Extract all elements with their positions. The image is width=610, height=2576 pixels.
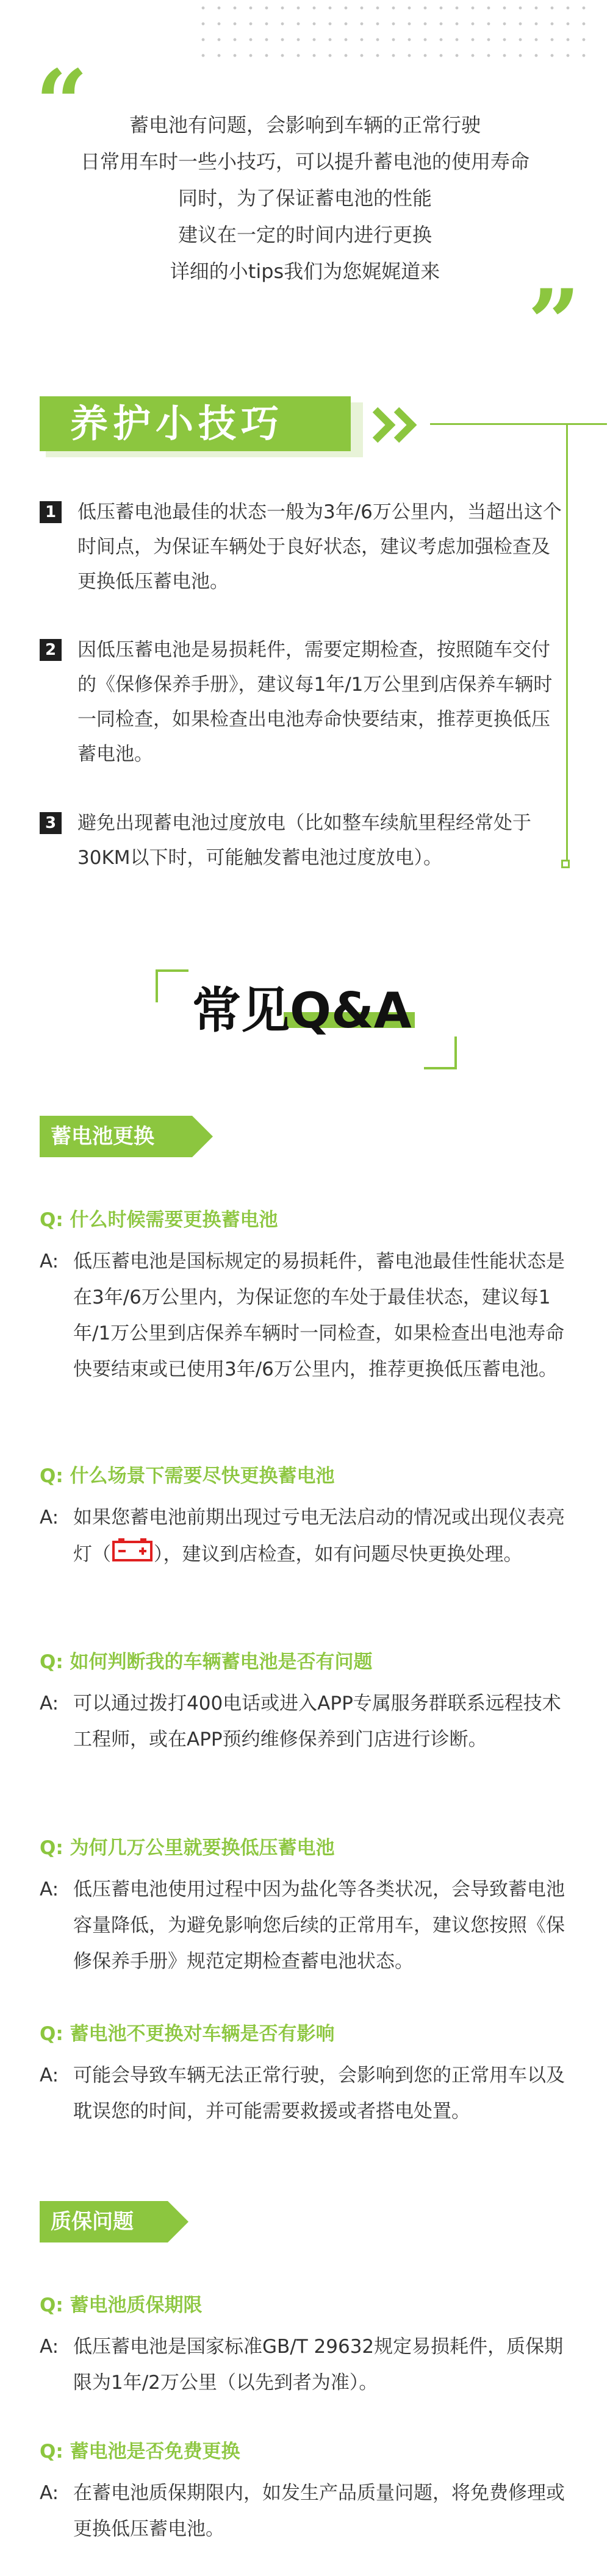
intro-text [24, 107, 586, 290]
qa-title-block [156, 969, 461, 1073]
intro-line: 详细的小tips我们为您娓娓道来 [170, 260, 440, 283]
q-label: Q: [40, 2023, 63, 2045]
section-badge-label: 蓄电池更换 [51, 1124, 154, 1149]
tips-side-line [566, 424, 568, 863]
badge-arrow-icon [192, 1116, 213, 1157]
tip-number: 2 [40, 639, 62, 661]
a-label: A: [40, 1507, 59, 1529]
close-quote-icon: ” [528, 269, 581, 377]
tip-number: 3 [40, 812, 62, 834]
question [40, 1204, 278, 1232]
a-label: A: [40, 2482, 59, 2504]
a-label: A: [40, 1693, 59, 1714]
answer [40, 2329, 576, 2401]
question [40, 1460, 335, 1488]
question-text: 为何几万公里就要换低压蓄电池 [70, 1837, 335, 1859]
question [40, 2436, 240, 2463]
question-text: 蓄电池质保期限 [70, 2294, 203, 2316]
answer-text: 可以通过拨打400电话或进入APP专属服务群联系远程技术工程师，或在APP预约维修保养到门店进行诊断。 [73, 1693, 561, 1750]
tip-number: 1 [40, 501, 62, 523]
question-text: 什么时候需要更换蓄电池 [70, 1209, 278, 1231]
a-label: A: [40, 2336, 59, 2358]
q-label: Q: [40, 2294, 63, 2316]
intro-line: 蓄电池有问题，会影响到车辆的正常行驶 [129, 113, 481, 137]
tip-text: 避免出现蓄电池过度放电（比如整车续航里程经常处于30KM以下时，可能触发蓄电池过度放电）。 [77, 812, 531, 869]
tips-header [40, 396, 576, 457]
qa-title [192, 980, 412, 1041]
answer [40, 1872, 576, 1980]
answer-text: 低压蓄电池是国标规定的易损耗件，蓄电池最佳性能状态是在3年/6万公里内，为保证您的车处于最佳状态，建议每1年/1万公里到店保养车辆时一同检查，如果检查出电池寿命快要结束或已使用3年/6万公里内，推荐更换低压蓄电池。 [73, 1251, 565, 1380]
q-label: Q: [40, 1651, 63, 1673]
answer-text: 可能会导致车辆无法正常行驶，会影响到您的正常用车以及耽误您的时间，并可能需要救援或者搭电处置。 [73, 2064, 565, 2122]
question [40, 2018, 335, 2046]
answer [40, 2058, 576, 2130]
question [40, 1832, 335, 1860]
section-badge-label: 质保问题 [51, 2210, 134, 2234]
answer [40, 2475, 576, 2547]
q-label: Q: [40, 1209, 63, 1231]
a-label: A: [40, 2064, 59, 2086]
q-label: Q: [40, 2441, 63, 2463]
question-text: 蓄电池是否免费更换 [70, 2441, 240, 2463]
answer-text-before: 如果您蓄电池前期出现过亏电无法启动的情况或出现仪表亮灯（ [73, 1507, 565, 1566]
qa-bracket-bottom-right [424, 1036, 457, 1069]
section-badge-battery-replacement [40, 1116, 192, 1157]
answer-text [73, 1500, 576, 1575]
answer-text: 低压蓄电池是国家标准GB/T 29632规定易损耗件，质保期限为1年/2万公里（以先到者为准）。 [73, 2336, 564, 2394]
intro-line: 同时，为了保证蓄电池的性能 [178, 187, 432, 210]
qa-title-suffix: Q&A [290, 982, 412, 1039]
question-text: 什么场景下需要尽快更换蓄电池 [70, 1465, 335, 1487]
double-chevron-icon [369, 404, 430, 446]
a-label: A: [40, 1878, 59, 1900]
q-label: Q: [40, 1465, 63, 1487]
battery-warning-icon [111, 1536, 154, 1575]
decorative-dot-grid-top [195, 0, 598, 67]
q-label: Q: [40, 1837, 63, 1859]
open-quote-icon: “ [35, 50, 88, 157]
question-text: 如何判断我的车辆蓄电池是否有问题 [70, 1651, 373, 1673]
answer [40, 1500, 576, 1575]
a-label: A: [40, 1251, 59, 1272]
answer-text: 在蓄电池质保期限内，如发生产品质量问题，将免费修理或更换低压蓄电池。 [73, 2482, 565, 2540]
qa-bracket-top-left [156, 969, 188, 1002]
badge-arrow-icon [168, 2201, 188, 2242]
answer-text: 低压蓄电池使用过程中因为盐化等各类状况，会导致蓄电池容量降低，为避免影响您后续的正常用车，建议您按照《保修保养手册》规范定期检查蓄电池状态。 [73, 1878, 565, 1972]
tips-header-line [430, 423, 607, 425]
question [40, 1646, 373, 1674]
tip-text: 低压蓄电池最佳的状态一般为3年/6万公里内，当超出这个时间点，为保证车辆处于良好状态，建议考虑加强检查及更换低压蓄电池。 [77, 501, 562, 593]
qa-title-prefix: 常见 [192, 982, 290, 1039]
answer [40, 1686, 576, 1758]
intro-line: 建议在一定的时间内进行更换 [178, 223, 432, 246]
tip-item-2 [40, 633, 564, 772]
question [40, 2289, 203, 2317]
tips-title: 养护小技巧 [40, 396, 351, 451]
section-badge-warranty [40, 2201, 168, 2242]
answer [40, 1244, 576, 1388]
question-text: 蓄电池不更换对车辆是否有影响 [70, 2023, 335, 2045]
tip-text: 因低压蓄电池是易损耗件，需要定期检查，按照随车交付的《保修保养手册》，建议每1年/1万公里到店保养车辆时一同检查，如果检查出电池寿命快要结束，推荐更换低压蓄电池。 [77, 639, 553, 765]
answer-text-after: ），建议到店检查，如有问题尽快更换处理。 [154, 1543, 523, 1566]
tip-item-1 [40, 495, 564, 599]
intro-line: 日常用车时一些小技巧，可以提升蓄电池的使用寿命 [80, 150, 529, 173]
tip-item-3 [40, 806, 564, 876]
